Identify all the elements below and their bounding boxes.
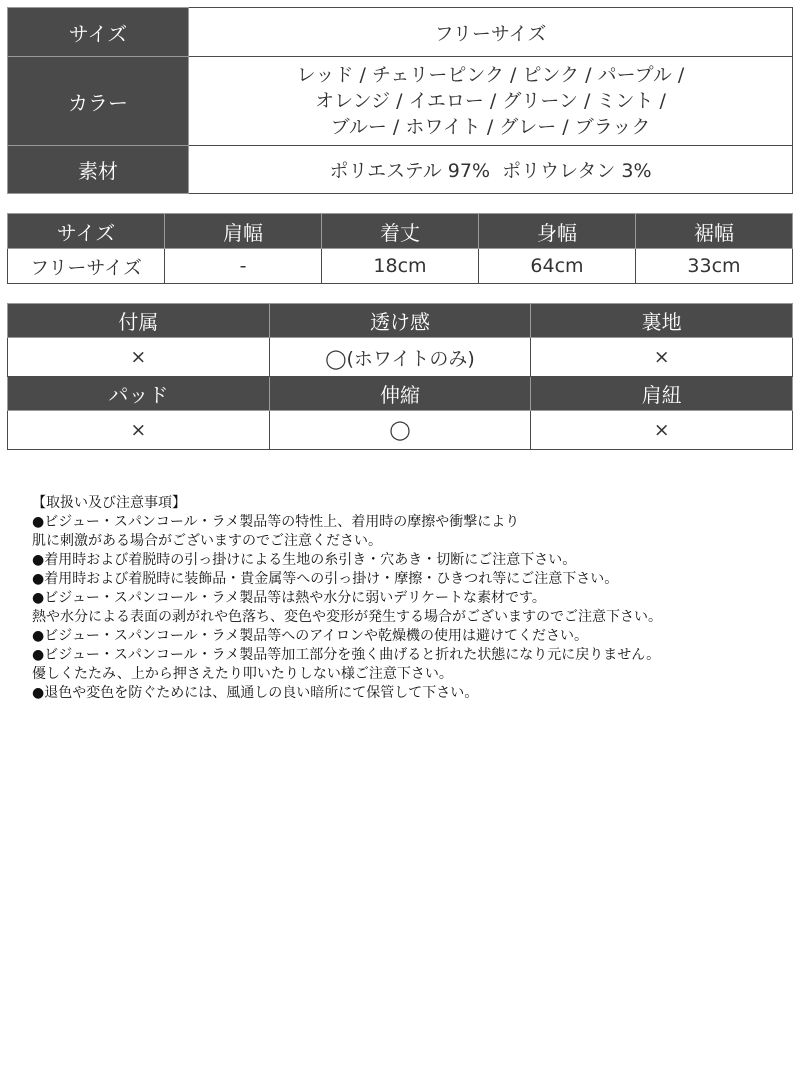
note-line: ●着用時および着脱時の引っ掛けによる生地の糸引き・穴あき・切断にご注意下さい。 — [32, 552, 577, 568]
measure-header: 肩幅 — [165, 214, 322, 249]
feature-cell: × — [8, 338, 270, 377]
feature-cell: × — [8, 411, 270, 450]
feature-table — [7, 303, 793, 450]
notes-heading: 【取扱い及び注意事項】 — [32, 495, 186, 511]
feature-cell: ◯ — [269, 411, 531, 450]
measure-cell: フリーサイズ — [8, 249, 165, 284]
color-line: レッド / チェリーピンク / ピンク / パープル / — [296, 64, 685, 86]
note-line: 優しくたたみ、上から押さえたり叩いたりしない様ご注意下さい。 — [32, 666, 453, 682]
measure-header: サイズ — [8, 214, 165, 249]
care-notes — [32, 494, 792, 703]
note-line: ●退色や変色を防ぐためには、風通しの良い暗所にて保管して下さい。 — [32, 685, 479, 701]
note-line: 熱や水分による表面の剥がれや色落ち、変色や変形が発生する場合がございますのでご注意下さい。 — [32, 609, 662, 625]
measure-cell: 33cm — [636, 249, 793, 284]
spec-table — [7, 7, 793, 194]
feature-cell: ◯(ホワイトのみ) — [269, 338, 531, 377]
note-line: ●ビジュー・スパンコール・ラメ製品等へのアイロンや乾燥機の使用は避けてください。 — [32, 628, 588, 644]
measure-cell: 18cm — [322, 249, 479, 284]
material-value: ポリエステル 97% ポリウレタン 3% — [189, 146, 793, 194]
measure-cell: - — [165, 249, 322, 284]
feature-header: 透け感 — [269, 304, 531, 338]
measure-cell: 64cm — [479, 249, 636, 284]
material-label: 素材 — [8, 146, 189, 194]
feature-header: 裏地 — [531, 304, 793, 338]
note-line: ●ビジュー・スパンコール・ラメ製品等加工部分を強く曲げると折れた状態になり元に戻りません。 — [32, 647, 661, 663]
color-line: ブルー / ホワイト / グレー / ブラック — [330, 116, 651, 138]
measure-header: 裾幅 — [636, 214, 793, 249]
feature-header: 肩紐 — [531, 377, 793, 411]
feature-header: 伸縮 — [269, 377, 531, 411]
note-line: ●ビジュー・スパンコール・ラメ製品等の特性上、着用時の摩擦や衝撃により — [32, 514, 520, 530]
feature-cell: × — [531, 338, 793, 377]
size-label: サイズ — [8, 8, 189, 57]
feature-header: パッド — [8, 377, 270, 411]
note-line: 肌に刺激がある場合がございますのでご注意ください。 — [32, 533, 382, 549]
color-label: カラー — [8, 57, 189, 146]
note-line: ●ビジュー・スパンコール・ラメ製品等は熱や水分に弱いデリケートな素材です。 — [32, 590, 546, 606]
size-value: フリーサイズ — [189, 8, 793, 57]
measure-header: 身幅 — [479, 214, 636, 249]
color-list — [189, 57, 793, 146]
note-line: ●着用時および着脱時に装飾品・貴金属等への引っ掛け・摩擦・ひきつれ等にご注意下さい。 — [32, 571, 619, 587]
measure-header: 着丈 — [322, 214, 479, 249]
color-line: オレンジ / イエロー / グリーン / ミント / — [315, 90, 666, 112]
feature-header: 付属 — [8, 304, 270, 338]
measurement-table — [7, 213, 793, 284]
feature-cell: × — [531, 411, 793, 450]
